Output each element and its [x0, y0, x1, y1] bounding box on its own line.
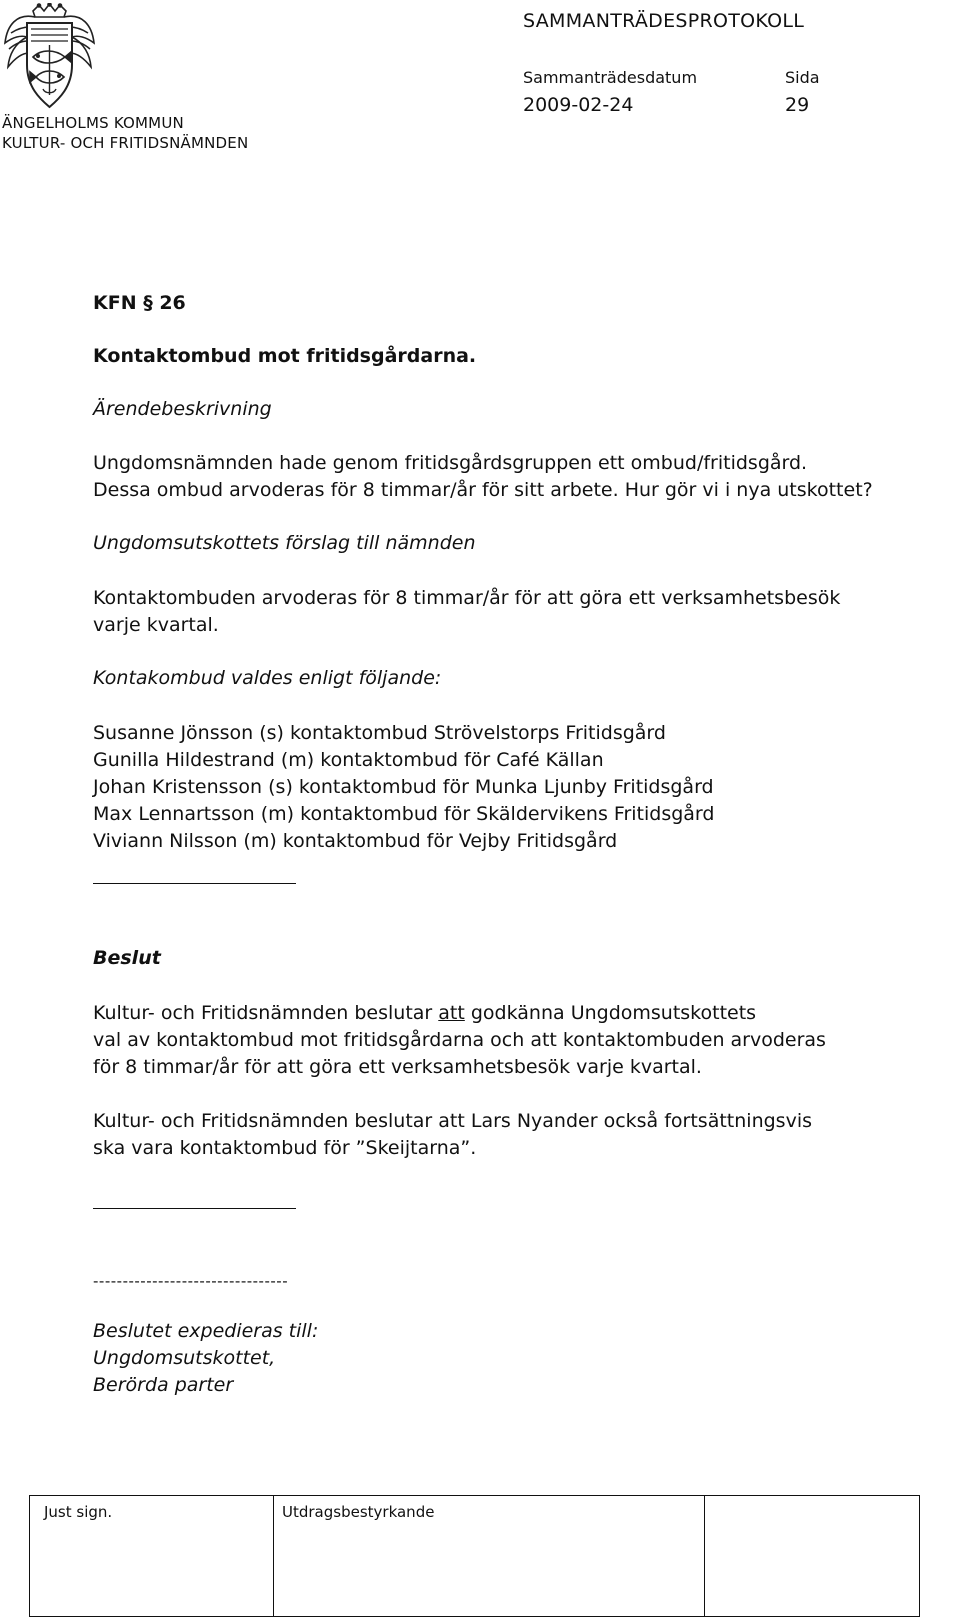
description-line: Dessa ombud arvoderas för 8 timmar/år för sitt arbete. Hur gör vi i nya utskottet?	[93, 479, 873, 501]
decision-line: val av kontaktombud mot fritidsgårdarna och att kontaktombuden arvoderas	[93, 1029, 826, 1051]
dispatch-heading: Beslutet expedieras till:	[93, 1320, 319, 1342]
page-number-value: 29	[785, 94, 810, 116]
appointment-line: Gunilla Hildestrand (m) kontaktombud för Café Källan	[93, 749, 604, 771]
appointment-line: Johan Kristensson (s) kontaktombud för Munka Ljunby Fritidsgård	[93, 776, 714, 798]
case-title: Kontaktombud mot fritidsgårdarna.	[93, 345, 477, 367]
appointments-heading: Kontakombud valdes enligt följande:	[93, 667, 442, 689]
extract-certification-label: Utdragsbestyrkande	[282, 1503, 435, 1521]
section-divider	[93, 1208, 296, 1209]
municipality-name: ÄNGELHOLMS KOMMUN	[2, 114, 184, 132]
decision-text: Kultur- och Fritidsnämnden beslutar	[93, 1002, 439, 1024]
document-type: SAMMANTRÄDESPROTOKOLL	[523, 10, 805, 32]
appointment-line: Viviann Nilsson (m) kontaktombud för Vejby Fritidsgård	[93, 830, 618, 852]
just-sign-label: Just sign.	[44, 1503, 113, 1521]
coat-of-arms-logo	[3, 3, 96, 111]
just-sign-cell	[30, 1496, 274, 1616]
proposal-heading: Ungdomsutskottets förslag till nämnden	[93, 532, 476, 554]
decision-line: Kultur- och Fritidsnämnden beslutar att Lars Nyander också fortsättningsvis	[93, 1110, 812, 1132]
appointment-line: Max Lennartsson (m) kontaktombud för Skäldervikens Fritidsgård	[93, 803, 715, 825]
decision-text: godkänna Ungdomsutskottets	[464, 1002, 757, 1024]
description-line: Ungdomsnämnden hade genom fritidsgårdsgruppen ett ombud/fritidsgård.	[93, 452, 808, 474]
meeting-date-label: Sammanträdesdatum	[523, 68, 698, 87]
dispatch-recipient: Ungdomsutskottet,	[93, 1347, 276, 1369]
decision-line	[93, 1000, 756, 1027]
decision-line: ska vara kontaktombud för ”Skeijtarna”.	[93, 1137, 477, 1159]
proposal-line: Kontaktombuden arvoderas för 8 timmar/år för att göra ett verksamhetsbesök	[93, 587, 841, 609]
decision-line: för 8 timmar/år för att göra ett verksamhetsbesök varje kvartal.	[93, 1056, 702, 1078]
meeting-date-value: 2009-02-24	[523, 94, 634, 116]
page-number-label: Sida	[785, 68, 820, 87]
dashed-separator: ---------------------------------	[93, 1272, 289, 1290]
decision-heading: Beslut	[93, 947, 161, 969]
signature-table	[29, 1495, 920, 1617]
case-number: KFN § 26	[93, 292, 186, 314]
decision-underlined-word: att	[438, 1002, 465, 1024]
appointment-line: Susanne Jönsson (s) kontaktombud Strövelstorps Fritidsgård	[93, 722, 666, 744]
section-divider	[93, 883, 296, 884]
committee-name: KULTUR- OCH FRITIDSNÄMNDEN	[2, 134, 249, 152]
description-heading: Ärendebeskrivning	[93, 398, 272, 420]
extract-certification-cell	[274, 1496, 705, 1616]
dispatch-recipient: Berörda parter	[93, 1374, 234, 1396]
proposal-line: varje kvartal.	[93, 614, 219, 636]
empty-signature-cell	[705, 1496, 919, 1616]
